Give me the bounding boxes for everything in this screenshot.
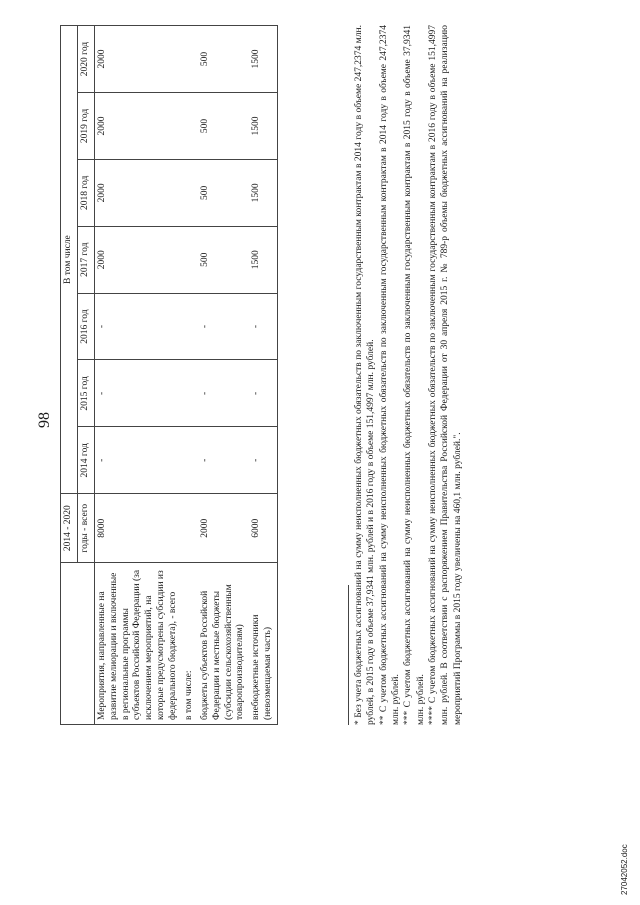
row-value: - xyxy=(94,360,182,427)
row-total xyxy=(182,494,198,563)
document-code: 27042052.doc xyxy=(620,844,629,895)
footnote: *** С учетом бюджетных ассигнований на сумму неисполненных бюджетных обязательств по заключенным государственным контрактам в 2015 году в объеме 37,9341 млн. рублей. xyxy=(403,25,426,725)
row-value: - xyxy=(249,427,277,494)
row-value xyxy=(182,159,198,226)
header-year: 2019 год xyxy=(77,93,94,160)
row-label: Мероприятия, направленные на развитие мелиорации и включенные в региональные программы субъектов Российской Федерации (за исключением мероприятий, на которые предусмотрены субсидии из федерального бюджета), - всего xyxy=(94,563,182,725)
page-number: 98 xyxy=(36,412,53,428)
footnotes xyxy=(348,25,464,725)
row-value: 1500 xyxy=(249,226,277,293)
footnote: ** С учетом бюджетных ассигнований на сумму неисполненных бюджетных обязательств по заключенным государственным контрактам в 2014 году в объеме 247,2374 млн. рублей. xyxy=(378,25,402,725)
row-value: - xyxy=(198,427,250,494)
row-value: 2000 xyxy=(94,93,182,160)
header-year: 2016 год xyxy=(77,293,94,360)
row-total: 2000 xyxy=(198,494,250,563)
table-row xyxy=(94,26,182,725)
row-label: внебюджетные источники (невозмещаемая часть) xyxy=(249,563,277,725)
footnote-divider xyxy=(348,585,349,725)
row-total: 8000 xyxy=(94,494,182,563)
footnote: * Без учета бюджетных ассигнований на сумму неисполненных бюджетных обязательств по заключенным государственным контрактам в 2014 году в объеме 247,2374 млн. рублей, в 2015 году в объеме 37,9341 млн. рублей и в 2016 году в объеме 151,4997 млн. рублей. xyxy=(354,25,377,725)
header-year: 2015 год xyxy=(77,360,94,427)
table-row xyxy=(249,26,277,725)
row-value: 2000 xyxy=(94,159,182,226)
header-total-period: 2014 - 2020 xyxy=(61,494,78,563)
row-value: - xyxy=(94,427,182,494)
row-value: - xyxy=(198,360,250,427)
row-value: 2000 xyxy=(94,26,182,93)
row-value: 500 xyxy=(198,159,250,226)
row-value xyxy=(182,226,198,293)
table-header-row-1 xyxy=(61,26,78,725)
header-empty-cell xyxy=(61,563,95,725)
header-year: 2014 год xyxy=(77,427,94,494)
budget-table xyxy=(60,25,278,725)
row-value: 500 xyxy=(198,93,250,160)
row-value: 1500 xyxy=(249,159,277,226)
row-value: 500 xyxy=(198,26,250,93)
table-row xyxy=(198,26,250,725)
row-value: 500 xyxy=(198,226,250,293)
row-total: 6000 xyxy=(249,494,277,563)
row-value: - xyxy=(94,293,182,360)
row-value: - xyxy=(249,293,277,360)
row-value: 2000 xyxy=(94,226,182,293)
row-value: 1500 xyxy=(249,26,277,93)
header-total-label: годы - всего xyxy=(77,494,94,563)
header-year: 2018 год xyxy=(77,159,94,226)
row-value: 1500 xyxy=(249,93,277,160)
footnote: **** С учетом бюджетных ассигнований на сумму неисполненных бюджетных обязательств по заключенным государственным контрактам в 2016 году в объеме 151,4997 млн. рублей. В соответствии с распоряжением Правительства Российской Федерации от 30 апреля 2015 г. № 789-р объемы бюджетных ассигнований на реализацию мероприятий Программы в 2015 году увеличены на 460,1 млн. рублей.". xyxy=(428,25,463,725)
header-year: 2020 год xyxy=(77,26,94,93)
row-value xyxy=(182,427,198,494)
row-value xyxy=(182,360,198,427)
row-label: бюджеты субъектов Российской Федерации и местные бюджеты (субсидии сельскохозяйственным товаропроизводителям) xyxy=(198,563,250,725)
row-label: в том числе: xyxy=(182,563,198,725)
header-year: 2017 год xyxy=(77,226,94,293)
header-including: В том числе xyxy=(61,26,78,494)
row-value: - xyxy=(249,360,277,427)
row-value xyxy=(182,26,198,93)
row-value xyxy=(182,93,198,160)
row-value: - xyxy=(198,293,250,360)
row-value xyxy=(182,293,198,360)
table-row xyxy=(182,26,198,725)
